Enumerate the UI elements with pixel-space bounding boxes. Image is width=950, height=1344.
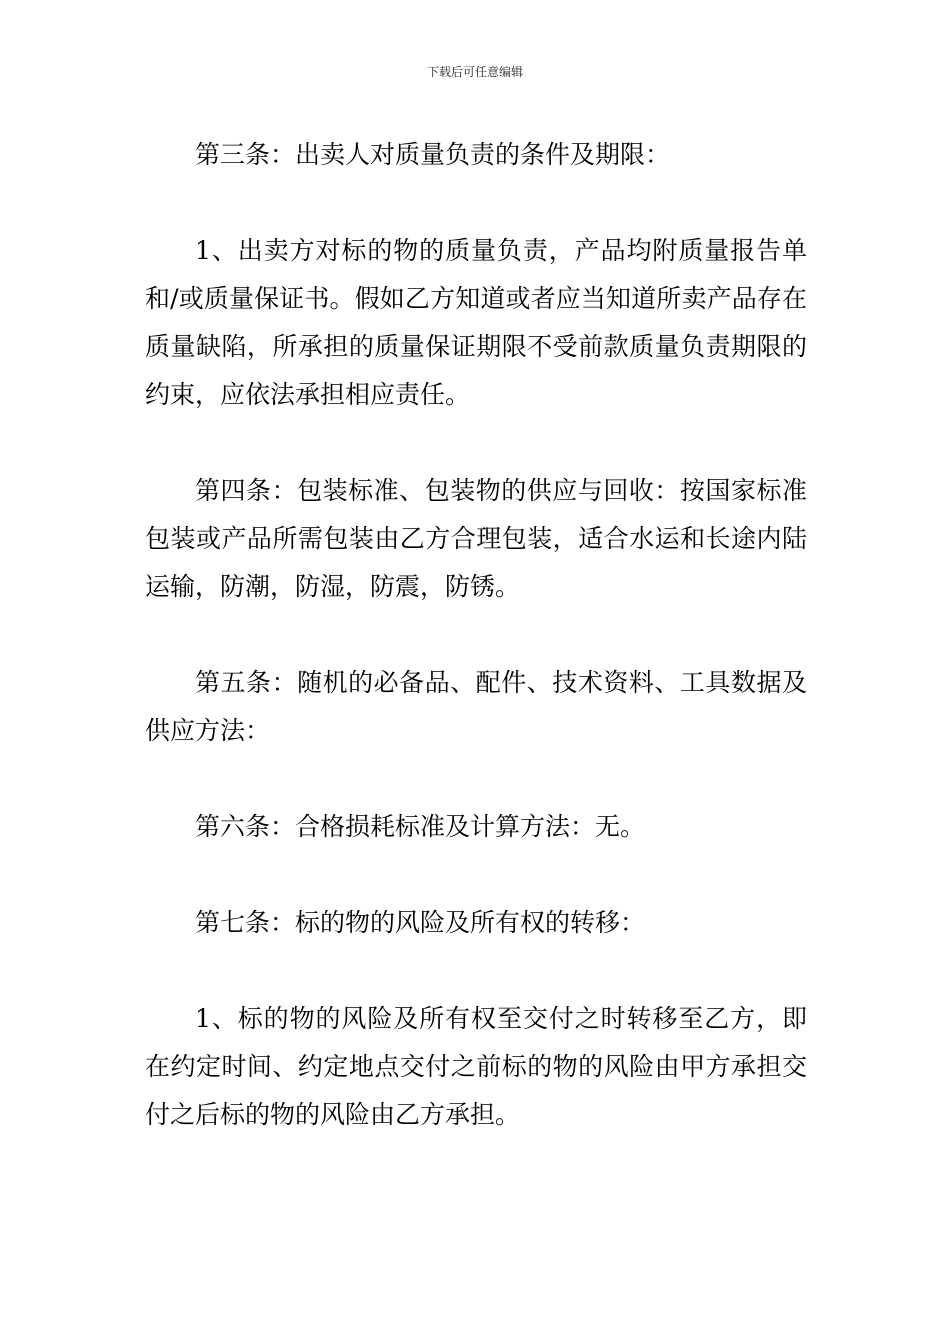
article-5-paragraph: 第五条：随机的必备品、配件、技术资料、工具数据及供应方法： <box>145 668 807 745</box>
page-header: 下载后可任意编辑 <box>426 65 523 79</box>
document-body <box>145 131 807 1139</box>
article-7-heading: 第七条：标的物的风险及所有权的转移： <box>195 908 646 937</box>
article-4-paragraph: 第四条：包装标准、包装物的供应与回收：按国家标准包装或产品所需包装由乙方合理包装，适合水运和长途内陆运输，防潮，防湿，防震，防锈。 <box>145 476 807 601</box>
article-3-clause-1: 1、出卖方对标的物的质量负责，产品均附质量报告单和/或质量保证书。假如乙方知道或者应当知道所卖产品存在质量缺陷，所承担的质量保证期限不受前款质量负责期限的约束，应依法承担相应责任。 <box>145 236 807 409</box>
article-7-clause-1: 1、标的物的风险及所有权至交付之时转移至乙方，即在约定时间、约定地点交付之前标的物的风险由甲方承担交付之后标的物的风险由乙方承担。 <box>145 1004 807 1129</box>
article-6-paragraph: 第六条：合格损耗标准及计算方法：无。 <box>195 812 646 841</box>
article-3-heading: 第三条：出卖人对质量负责的条件及期限： <box>195 140 671 169</box>
